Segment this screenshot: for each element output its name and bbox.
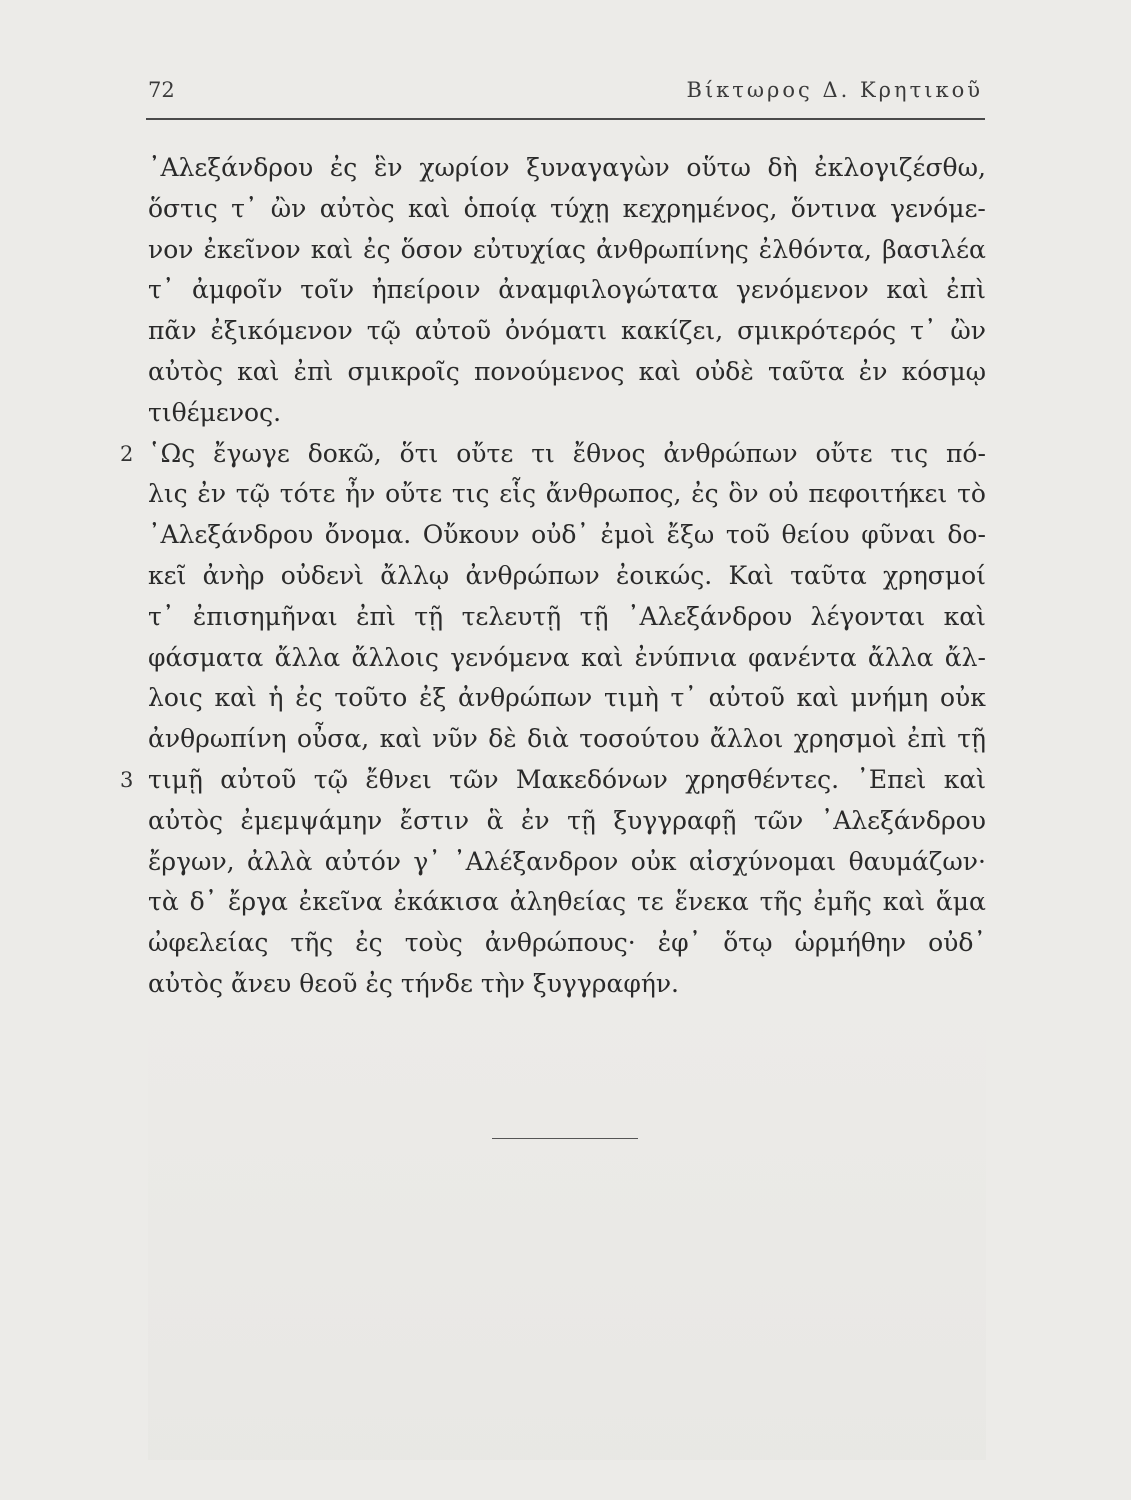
text-line: νον ἐκεῖνον καὶ ἐς ὅσον εὐτυχίας ἀνθρωπίνης ἐλθόντα, βασιλέα xyxy=(148,234,986,264)
section-number: 2 xyxy=(120,441,134,466)
text-line: αὐτὸς ἐμεμψάμην ἔστιν ἃ ἐν τῇ ξυγγραφῇ τῶν ᾿Αλεξάνδρου xyxy=(148,805,986,835)
text-line: πᾶν ἐξικόμενον τῷ αὐτοῦ ὀνόματι κακίζει, σμικρότερός τ᾿ ὢν xyxy=(148,316,986,346)
footnote-separator-rule xyxy=(492,1138,638,1139)
header-rule xyxy=(146,118,985,120)
text-line: τὰ δ᾿ ἔργα ἐκεῖνα ἐκάκισα ἀληθείας τε ἕνεκα τῆς ἐμῆς καὶ ἅμα xyxy=(148,887,986,917)
text-line: τιθέμενος. xyxy=(148,397,282,427)
page-header xyxy=(148,78,983,110)
text-line: λις ἐν τῷ τότε ἦν οὔτε τις εἷς ἄνθρωπος, ἐς ὃν οὐ πεφοιτήκει τὸ xyxy=(148,479,986,509)
text-line: τ᾿ ἀμφοῖν τοῖν ἠπείροιν ἀναμφιλογώτατα γενόμενον καὶ ἐπὶ xyxy=(148,275,986,305)
text-line: ᾿Αλεξάνδρου ὄνομα. Οὔκουν οὐδ᾿ ἐμοὶ ἔξω τοῦ θείου φῦναι δο- xyxy=(148,520,986,550)
text-line: ἀνθρωπίνη οὖσα, καὶ νῦν δὲ διὰ τοσούτου ἄλλοι χρησμοὶ ἐπὶ τῇ xyxy=(148,724,986,754)
section-number: 3 xyxy=(120,767,134,792)
text-line: 3 τιμῇ αὐτοῦ τῷ ἔθνει τῶν Μακεδόνων χρησθέντες. ᾿Επεὶ καὶ xyxy=(148,760,986,801)
text-line: αὐτὸς ἄνευ θεοῦ ἐς τήνδε τὴν ξυγγραφήν. xyxy=(148,968,679,998)
text-line: αὐτὸς καὶ ἐπὶ σμικροῖς πονούμενος καὶ οὐδὲ ταῦτα ἐν κόσμῳ xyxy=(148,356,986,386)
text-line: κεῖ ἀνὴρ οὐδενὶ ἄλλῳ ἀνθρώπων ἐοικώς. Καὶ ταῦτα χρησμοί xyxy=(148,560,986,590)
text-line: ὅστις τ᾿ ὢν αὐτὸς καὶ ὁποίᾳ τύχῃ κεχρημένος, ὅντινα γενόμε- xyxy=(148,193,986,223)
text-line: ᾿Αλεξάνδρου ἐς ἓν χωρίον ξυναγαγὼν οὕτω δὴ ἐκλογιζέσθω, xyxy=(148,153,986,182)
running-head: Βίκτωρος Δ. Κρητικοῦ xyxy=(686,78,983,102)
greek-text-body xyxy=(120,148,986,1005)
text-line: ἔργων, ἀλλὰ αὐτόν γ᾿ ᾿Αλέξανδρον οὐκ αἰσχύνομαι θαυμάζων· xyxy=(148,846,986,876)
text-line: τ᾿ ἐπισημῆναι ἐπὶ τῇ τελευτῇ τῇ ᾿Αλεξάνδρου λέγονται καὶ xyxy=(148,601,986,631)
text-line: φάσματα ἄλλα ἄλλοις γενόμενα καὶ ἐνύπνια φανέντα ἄλλα ἄλ- xyxy=(148,642,986,672)
page-number: 72 xyxy=(148,78,175,102)
text-line: 2 ῾Ως ἔγωγε δοκῶ, ὅτι οὔτε τι ἔθνος ἀνθρώπων οὔτε τις πό- xyxy=(148,434,986,475)
text-line: λοις καὶ ἡ ἐς τοῦτο ἐξ ἀνθρώπων τιμὴ τ᾿ αὐτοῦ καὶ μνήμη οὐκ xyxy=(148,683,986,713)
show-through-texture xyxy=(148,990,986,1460)
text-line: ὠφελείας τῆς ἐς τοὺς ἀνθρώπους· ἐφ᾿ ὅτῳ ὡρμήθην οὐδ᾿ xyxy=(148,928,986,958)
